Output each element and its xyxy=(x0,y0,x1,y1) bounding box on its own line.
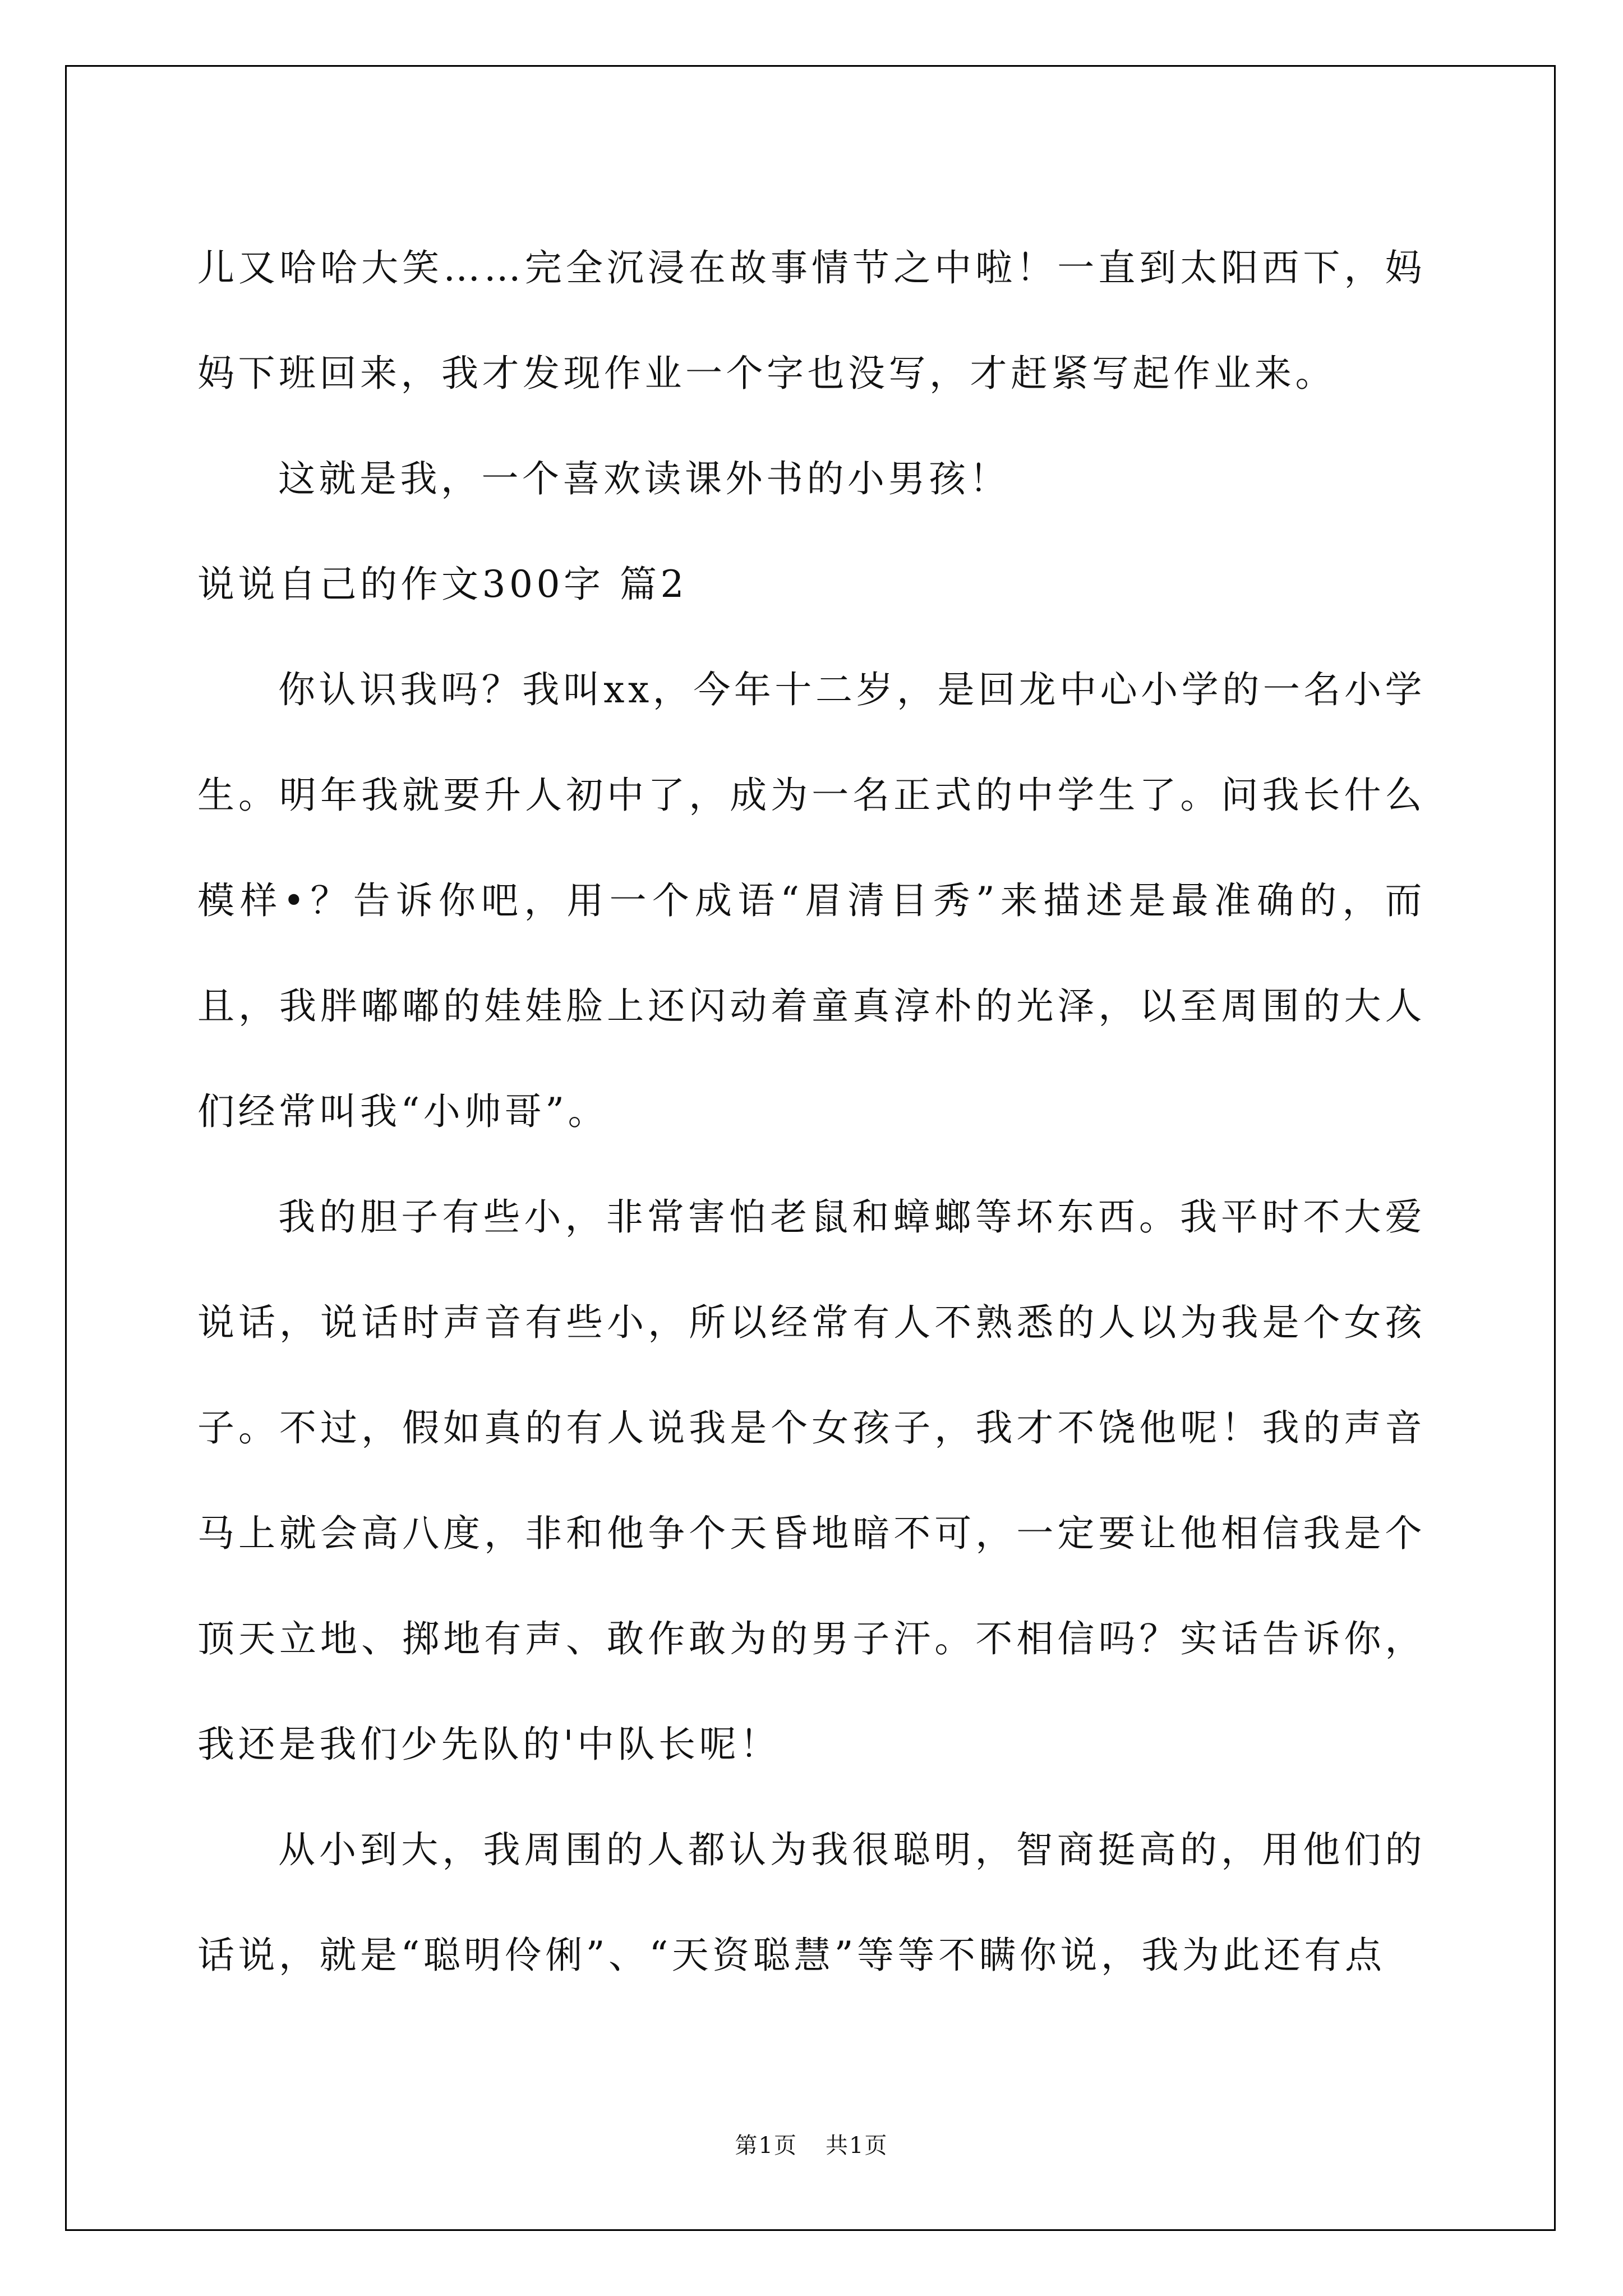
paragraph-continuation: 儿又哈哈大笑……完全沉浸在故事情节之中啦！一直到太阳西下，妈妈下班回来，我才发现作业一个字也没写，才赶紧写起作业来。 xyxy=(197,246,1426,395)
paragraph-intelligence: 从小到大，我周围的人都认为我很聪明，智商挺高的，用他们的话说，就是“聪明伶俐”、“天资聪慧”等等不瞒你说，我为此还有点 xyxy=(197,1828,1426,1977)
paragraph-personality: 我的胆子有些小，非常害怕老鼠和蟑螂等坏东西。我平时不大爱说话，说话时声音有些小，所以经常有人不熟悉的人以为我是个女孩子。不过，假如真的有人说我是个女孩子，我才不饶他呢！我的声音马上就会高八度，非和他争个天昏地暗不可，一定要让他相信我是个顶天立地、掷地有声、敢作敢为的男子汗。不相信吗？实话告诉你，我还是我们少先队的'中队长呢！ xyxy=(197,1195,1426,1766)
document-body xyxy=(197,215,1426,2008)
section-heading: 说说自己的作文300字 篇2 xyxy=(197,563,688,606)
paragraph-closing: 这就是我，一个喜欢读课外书的小男孩！ xyxy=(278,457,1010,500)
paragraph-intro: 你认识我吗？我叫xx，今年十二岁，是回龙中心小学的一名小学生。明年我就要升人初中了，成为一名正式的中学生了。问我长什么模样•？告诉你吧，用一个成语“眉清目秀”来描述是最准确的，而且，我胖嘟嘟的娃娃脸上还闪动着童真淳朴的光泽，以至周围的大人们经常叫我“小帅哥”。 xyxy=(197,668,1426,1133)
page-total: 共1页 xyxy=(826,2133,888,2159)
page-footer xyxy=(0,2129,1623,2162)
page-number: 第1页 xyxy=(735,2133,797,2159)
